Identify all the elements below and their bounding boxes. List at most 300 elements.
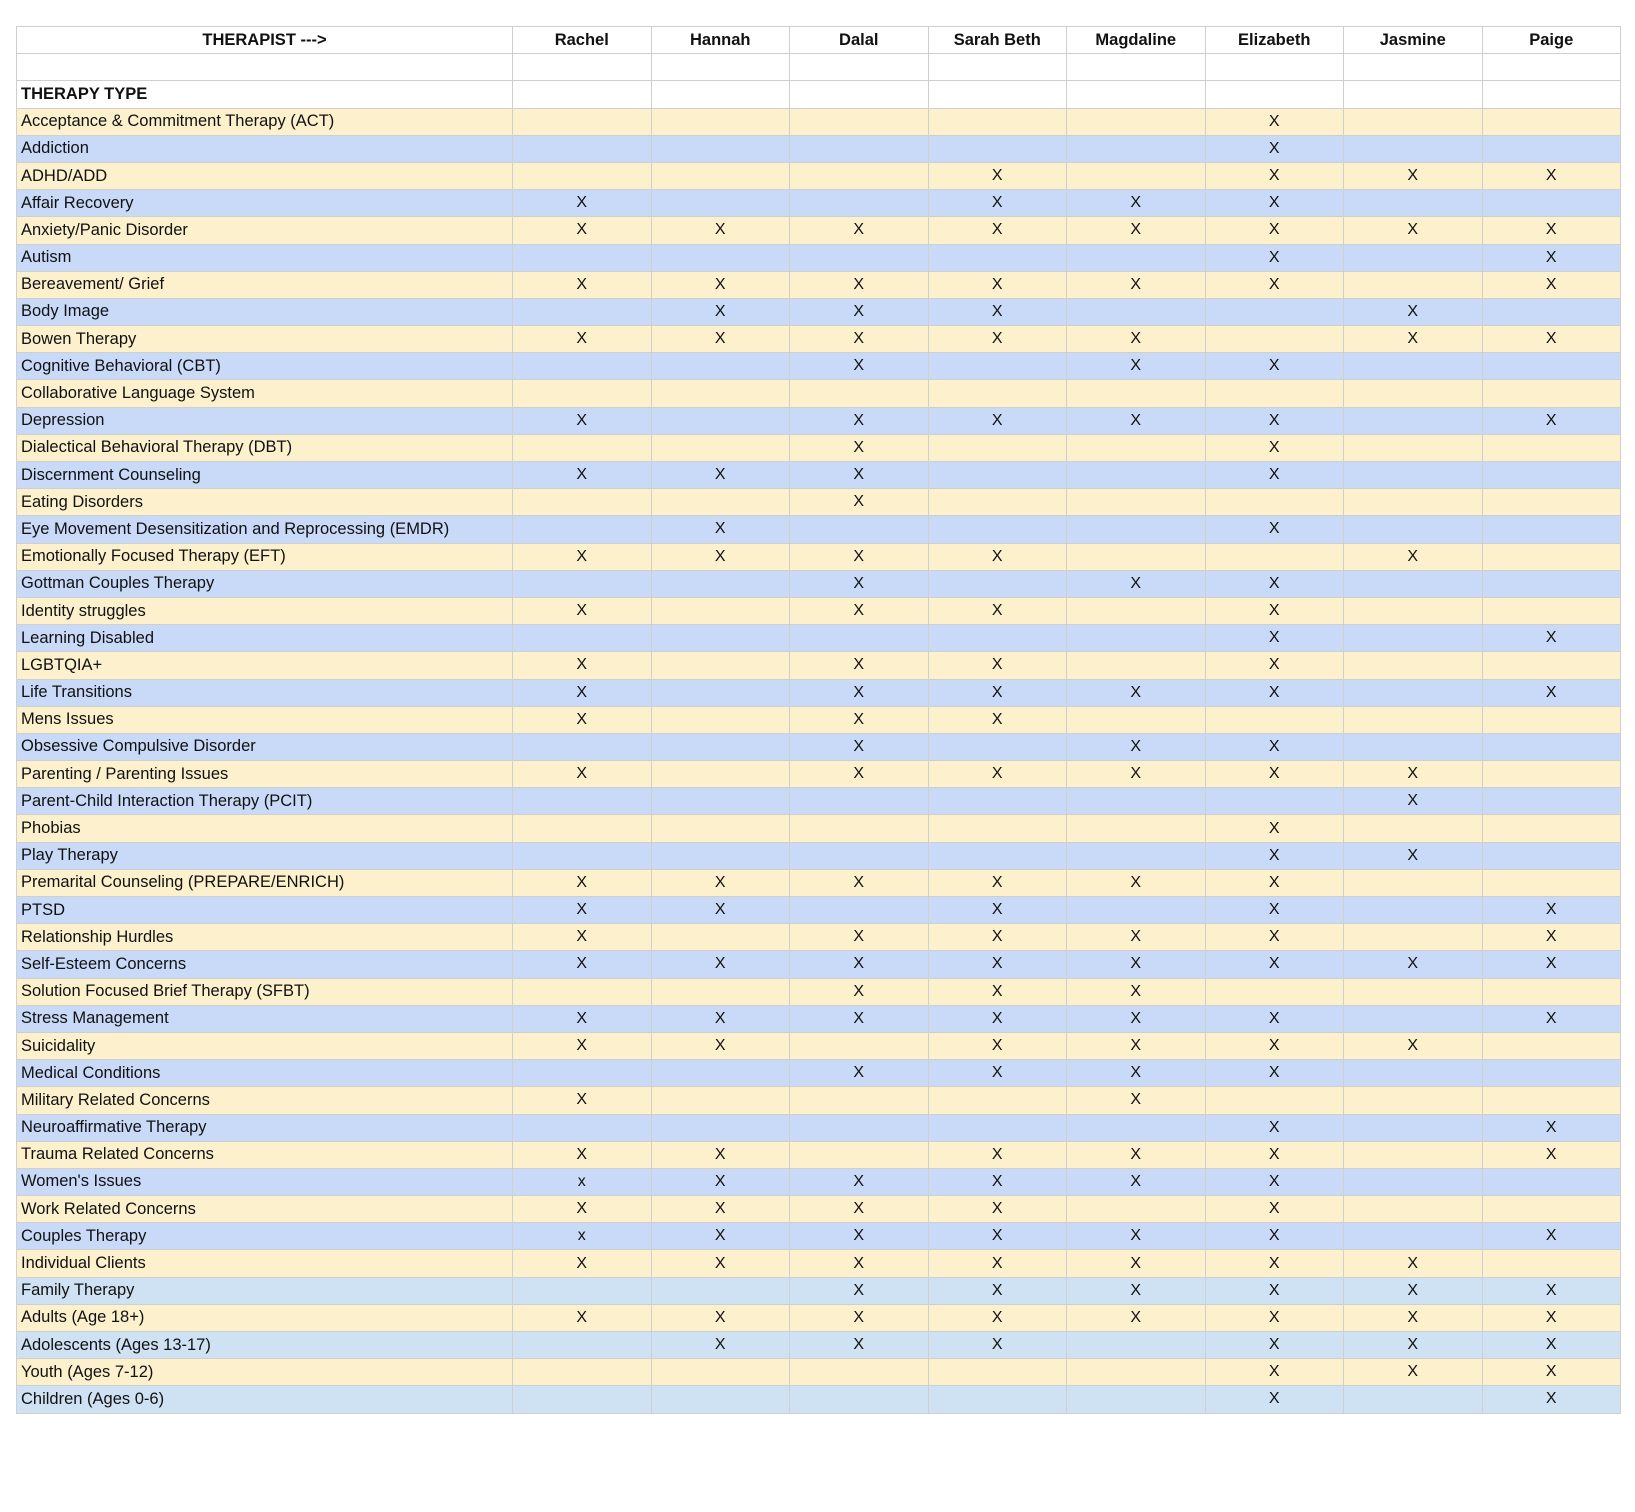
specialty-mark-cell [1205, 543, 1344, 570]
therapy-type-label: Suicidality [17, 1032, 513, 1059]
therapist-specialty-table [16, 26, 1621, 1414]
specialty-mark-cell [1482, 788, 1621, 815]
specialty-mark-cell [1482, 298, 1621, 325]
specialty-mark-cell [1482, 733, 1621, 760]
specialty-mark-cell [1067, 244, 1206, 271]
specialty-mark-cell [1067, 1332, 1206, 1359]
specialty-mark-cell: X [513, 271, 652, 298]
specialty-mark-cell: X [928, 897, 1067, 924]
specialty-mark-cell [1067, 1196, 1206, 1223]
specialty-mark-cell: X [513, 1304, 652, 1331]
empty-cell [651, 81, 790, 108]
specialty-mark-cell [1205, 489, 1344, 516]
specialty-mark-cell: X [790, 543, 929, 570]
specialty-mark-cell [651, 1386, 790, 1413]
specialty-mark-cell: X [790, 326, 929, 353]
table-row [17, 1277, 1621, 1304]
specialty-mark-cell [1344, 625, 1483, 652]
table-row [17, 924, 1621, 951]
therapy-type-label: Individual Clients [17, 1250, 513, 1277]
specialty-mark-cell [1344, 869, 1483, 896]
therapy-type-label: Emotionally Focused Therapy (EFT) [17, 543, 513, 570]
specialty-mark-cell: X [513, 597, 652, 624]
specialty-mark-cell: X [1482, 1141, 1621, 1168]
therapy-type-label: Collaborative Language System [17, 380, 513, 407]
therapy-type-label: Medical Conditions [17, 1060, 513, 1087]
specialty-mark-cell: X [928, 543, 1067, 570]
specialty-mark-cell: X [790, 1223, 929, 1250]
specialty-mark-cell [1205, 380, 1344, 407]
specialty-mark-cell: X [1482, 1332, 1621, 1359]
specialty-mark-cell: X [928, 951, 1067, 978]
table-body [17, 27, 1621, 1414]
therapy-type-label: Discernment Counseling [17, 462, 513, 489]
specialty-mark-cell [928, 842, 1067, 869]
specialty-mark-cell: X [1482, 1386, 1621, 1413]
therapy-type-label: ADHD/ADD [17, 162, 513, 189]
specialty-mark-cell [651, 190, 790, 217]
specialty-mark-cell: X [1067, 1005, 1206, 1032]
specialty-mark-cell: X [790, 570, 929, 597]
specialty-mark-cell: X [1344, 1250, 1483, 1277]
specialty-mark-cell [1344, 190, 1483, 217]
specialty-mark-cell: X [1205, 1141, 1344, 1168]
specialty-mark-cell: X [651, 897, 790, 924]
therapist-name: Sarah Beth [928, 27, 1067, 54]
therapist-name: Dalal [790, 27, 929, 54]
specialty-mark-cell [513, 244, 652, 271]
empty-cell [1482, 81, 1621, 108]
specialty-mark-cell [928, 625, 1067, 652]
specialty-mark-cell: X [1205, 162, 1344, 189]
specialty-mark-cell: X [1067, 217, 1206, 244]
specialty-mark-cell [790, 190, 929, 217]
specialty-mark-cell: X [651, 298, 790, 325]
specialty-mark-cell [651, 407, 790, 434]
specialty-mark-cell: X [1482, 1304, 1621, 1331]
table-row [17, 298, 1621, 325]
specialty-mark-cell: X [928, 978, 1067, 1005]
therapy-type-label: Autism [17, 244, 513, 271]
specialty-mark-cell: X [928, 1277, 1067, 1304]
specialty-mark-cell [1482, 869, 1621, 896]
specialty-mark-cell [1482, 1196, 1621, 1223]
specialty-mark-cell [1344, 380, 1483, 407]
specialty-mark-cell [790, 1032, 929, 1059]
specialty-mark-cell [1067, 815, 1206, 842]
therapist-name: Jasmine [1344, 27, 1483, 54]
specialty-mark-cell: X [513, 1250, 652, 1277]
specialty-mark-cell [928, 462, 1067, 489]
specialty-mark-cell: x [513, 1168, 652, 1195]
specialty-mark-cell [1482, 462, 1621, 489]
empty-cell [513, 54, 652, 81]
therapy-type-label: Parenting / Parenting Issues [17, 761, 513, 788]
specialty-mark-cell: X [1067, 1304, 1206, 1331]
specialty-mark-cell: X [513, 1032, 652, 1059]
specialty-mark-cell: X [1482, 924, 1621, 951]
table-row [17, 652, 1621, 679]
specialty-mark-cell: X [1067, 869, 1206, 896]
specialty-mark-cell: X [513, 217, 652, 244]
table-row [17, 271, 1621, 298]
specialty-mark-cell [651, 434, 790, 461]
specialty-mark-cell [928, 815, 1067, 842]
specialty-mark-cell: X [513, 1196, 652, 1223]
specialty-mark-cell [513, 489, 652, 516]
specialty-mark-cell: X [790, 1168, 929, 1195]
specialty-mark-cell [513, 353, 652, 380]
table-row [17, 978, 1621, 1005]
specialty-mark-cell [928, 1114, 1067, 1141]
specialty-mark-cell: X [928, 1304, 1067, 1331]
table-row [17, 597, 1621, 624]
specialty-mark-cell: X [1205, 1168, 1344, 1195]
therapy-type-label: Acceptance & Commitment Therapy (ACT) [17, 108, 513, 135]
specialty-mark-cell: X [790, 1277, 929, 1304]
specialty-mark-cell [790, 897, 929, 924]
specialty-mark-cell: X [651, 217, 790, 244]
specialty-mark-cell [1067, 135, 1206, 162]
specialty-mark-cell [651, 761, 790, 788]
empty-cell [790, 54, 929, 81]
specialty-mark-cell: X [513, 190, 652, 217]
specialty-mark-cell [1482, 434, 1621, 461]
therapy-type-label: Bereavement/ Grief [17, 271, 513, 298]
table-row [17, 1359, 1621, 1386]
therapy-type-label: Anxiety/Panic Disorder [17, 217, 513, 244]
specialty-mark-cell [513, 1277, 652, 1304]
specialty-mark-cell: X [513, 951, 652, 978]
specialty-mark-cell: X [1482, 679, 1621, 706]
therapy-type-label: Learning Disabled [17, 625, 513, 652]
specialty-mark-cell: X [1067, 190, 1206, 217]
specialty-mark-cell [1482, 1250, 1621, 1277]
specialty-mark-cell: X [790, 869, 929, 896]
specialty-mark-cell: X [651, 1168, 790, 1195]
specialty-mark-cell: X [651, 951, 790, 978]
specialty-mark-cell: X [928, 1196, 1067, 1223]
specialty-mark-cell: X [1205, 652, 1344, 679]
specialty-mark-cell: X [1067, 978, 1206, 1005]
specialty-mark-cell: X [928, 869, 1067, 896]
specialty-mark-cell: X [1205, 434, 1344, 461]
specialty-mark-cell: X [513, 1141, 652, 1168]
section-header-row [17, 81, 1621, 108]
section-title: THERAPY TYPE [17, 81, 513, 108]
specialty-mark-cell [513, 570, 652, 597]
specialty-mark-cell: X [790, 271, 929, 298]
specialty-mark-cell [1482, 135, 1621, 162]
specialty-mark-cell [1482, 570, 1621, 597]
specialty-mark-cell [513, 1359, 652, 1386]
therapy-type-label: Couples Therapy [17, 1223, 513, 1250]
specialty-mark-cell: X [790, 951, 929, 978]
empty-cell [1067, 54, 1206, 81]
therapy-type-label: Trauma Related Concerns [17, 1141, 513, 1168]
specialty-mark-cell [651, 135, 790, 162]
therapy-type-label: Play Therapy [17, 842, 513, 869]
specialty-mark-cell: X [1067, 761, 1206, 788]
specialty-mark-cell: X [1205, 733, 1344, 760]
table-row [17, 815, 1621, 842]
table-row [17, 842, 1621, 869]
specialty-mark-cell: X [928, 1032, 1067, 1059]
specialty-mark-cell: X [651, 543, 790, 570]
table-row [17, 1223, 1621, 1250]
specialty-mark-cell: X [651, 1141, 790, 1168]
specialty-mark-cell: X [790, 733, 929, 760]
specialty-mark-cell: X [1067, 1087, 1206, 1114]
specialty-mark-cell: X [651, 326, 790, 353]
specialty-mark-cell [651, 1359, 790, 1386]
specialty-mark-cell [790, 516, 929, 543]
specialty-mark-cell [1482, 190, 1621, 217]
specialty-mark-cell [1482, 108, 1621, 135]
specialty-mark-cell [928, 1386, 1067, 1413]
table-row [17, 1087, 1621, 1114]
specialty-mark-cell: X [651, 1223, 790, 1250]
specialty-mark-cell [1205, 706, 1344, 733]
specialty-mark-cell [1482, 978, 1621, 1005]
empty-cell [1205, 54, 1344, 81]
specialty-mark-cell: X [790, 679, 929, 706]
therapist-header-row [17, 27, 1621, 54]
table-row [17, 353, 1621, 380]
specialty-mark-cell [928, 1359, 1067, 1386]
specialty-mark-cell: X [928, 298, 1067, 325]
therapy-type-label: Identity struggles [17, 597, 513, 624]
specialty-mark-cell [513, 380, 652, 407]
specialty-mark-cell: X [1205, 244, 1344, 271]
therapy-type-label: Premarital Counseling (PREPARE/ENRICH) [17, 869, 513, 896]
specialty-mark-cell: X [1205, 1032, 1344, 1059]
specialty-mark-cell [513, 516, 652, 543]
specialty-mark-cell [1344, 1005, 1483, 1032]
specialty-mark-cell: X [1482, 1359, 1621, 1386]
specialty-mark-cell: X [1344, 951, 1483, 978]
empty-cell [1344, 54, 1483, 81]
empty-cell [928, 81, 1067, 108]
specialty-mark-cell [651, 597, 790, 624]
specialty-mark-cell: X [928, 924, 1067, 951]
specialty-mark-cell: X [1482, 244, 1621, 271]
therapy-type-label: Stress Management [17, 1005, 513, 1032]
specialty-mark-cell [1067, 788, 1206, 815]
specialty-mark-cell: X [790, 434, 929, 461]
table-row [17, 1114, 1621, 1141]
therapist-name: Paige [1482, 27, 1621, 54]
specialty-mark-cell [1067, 462, 1206, 489]
specialty-mark-cell: X [1344, 761, 1483, 788]
specialty-mark-cell: X [1205, 353, 1344, 380]
specialty-mark-cell [1344, 462, 1483, 489]
specialty-mark-cell [1067, 380, 1206, 407]
specialty-mark-cell [1344, 1386, 1483, 1413]
specialty-mark-cell: X [1482, 897, 1621, 924]
therapy-type-label: Mens Issues [17, 706, 513, 733]
specialty-mark-cell [1482, 652, 1621, 679]
specialty-mark-cell [651, 1277, 790, 1304]
table-row [17, 1196, 1621, 1223]
specialty-mark-cell [1344, 108, 1483, 135]
table-row [17, 1060, 1621, 1087]
specialty-mark-cell [513, 978, 652, 1005]
specialty-mark-cell [790, 1386, 929, 1413]
table-row [17, 1250, 1621, 1277]
specialty-mark-cell: X [928, 1168, 1067, 1195]
specialty-mark-cell: X [928, 1223, 1067, 1250]
specialty-mark-cell [790, 135, 929, 162]
specialty-mark-cell [790, 1359, 929, 1386]
specialty-mark-cell [1482, 706, 1621, 733]
specialty-mark-cell [513, 434, 652, 461]
table-row [17, 380, 1621, 407]
specialty-mark-cell: X [1205, 570, 1344, 597]
specialty-mark-cell [513, 625, 652, 652]
specialty-mark-cell: X [1344, 1277, 1483, 1304]
specialty-mark-cell [790, 162, 929, 189]
table-row [17, 625, 1621, 652]
table-row [17, 761, 1621, 788]
specialty-mark-cell [1344, 271, 1483, 298]
specialty-mark-cell [651, 733, 790, 760]
specialty-mark-cell [1344, 1114, 1483, 1141]
empty-cell [1205, 81, 1344, 108]
therapy-type-label: Self-Esteem Concerns [17, 951, 513, 978]
specialty-mark-cell [1482, 489, 1621, 516]
specialty-mark-cell [790, 1114, 929, 1141]
specialty-mark-cell [928, 244, 1067, 271]
therapy-type-label: Solution Focused Brief Therapy (SFBT) [17, 978, 513, 1005]
specialty-mark-cell: X [1205, 1359, 1344, 1386]
specialty-mark-cell [1067, 162, 1206, 189]
specialty-mark-cell: X [1067, 570, 1206, 597]
specialty-mark-cell: X [928, 407, 1067, 434]
specialty-mark-cell: X [928, 271, 1067, 298]
specialty-mark-cell: X [513, 652, 652, 679]
therapy-type-label: Family Therapy [17, 1277, 513, 1304]
specialty-mark-cell [1067, 516, 1206, 543]
specialty-mark-cell [1344, 570, 1483, 597]
specialty-mark-cell [1482, 380, 1621, 407]
specialty-mark-cell [1067, 652, 1206, 679]
specialty-mark-cell [1344, 1060, 1483, 1087]
specialty-mark-cell: X [1482, 951, 1621, 978]
specialty-mark-cell [1482, 516, 1621, 543]
therapy-type-label: Obsessive Compulsive Disorder [17, 733, 513, 760]
specialty-mark-cell [790, 625, 929, 652]
specialty-mark-cell: X [1205, 1250, 1344, 1277]
specialty-mark-cell: X [1205, 625, 1344, 652]
specialty-mark-cell: X [1344, 217, 1483, 244]
specialty-mark-cell: X [1067, 1223, 1206, 1250]
specialty-mark-cell: X [790, 353, 929, 380]
specialty-mark-cell: X [1344, 298, 1483, 325]
specialty-mark-cell [1344, 1223, 1483, 1250]
therapy-type-label: Dialectical Behavioral Therapy (DBT) [17, 434, 513, 461]
specialty-mark-cell [790, 815, 929, 842]
specialty-mark-cell [1344, 516, 1483, 543]
specialty-mark-cell [928, 353, 1067, 380]
table-row [17, 543, 1621, 570]
specialty-mark-cell: X [1067, 1141, 1206, 1168]
table-row [17, 190, 1621, 217]
therapy-type-label: Cognitive Behavioral (CBT) [17, 353, 513, 380]
specialty-mark-cell: X [1482, 625, 1621, 652]
specialty-mark-cell: X [513, 869, 652, 896]
specialty-mark-cell [651, 380, 790, 407]
specialty-mark-cell: X [1067, 271, 1206, 298]
specialty-mark-cell: X [790, 924, 929, 951]
therapy-type-label: Relationship Hurdles [17, 924, 513, 951]
specialty-mark-cell [1482, 842, 1621, 869]
empty-cell [17, 54, 513, 81]
specialty-mark-cell [513, 1332, 652, 1359]
therapist-name: Rachel [513, 27, 652, 54]
specialty-mark-cell: X [790, 706, 929, 733]
specialty-mark-cell [1344, 597, 1483, 624]
specialty-mark-cell: X [1344, 1332, 1483, 1359]
specialty-mark-cell: X [790, 298, 929, 325]
specialty-mark-cell [928, 733, 1067, 760]
table-row [17, 788, 1621, 815]
specialty-mark-cell: X [1344, 1359, 1483, 1386]
specialty-mark-cell [790, 1141, 929, 1168]
therapy-type-label: Neuroaffirmative Therapy [17, 1114, 513, 1141]
specialty-mark-cell [513, 1386, 652, 1413]
specialty-mark-cell: X [1482, 271, 1621, 298]
specialty-mark-cell: X [1205, 135, 1344, 162]
specialty-mark-cell [651, 652, 790, 679]
specialty-mark-cell [1482, 1060, 1621, 1087]
specialty-mark-cell [651, 924, 790, 951]
specialty-mark-cell [790, 1087, 929, 1114]
specialty-mark-cell [1205, 326, 1344, 353]
specialty-mark-cell: X [651, 1332, 790, 1359]
specialty-mark-cell [513, 1114, 652, 1141]
specialty-mark-cell: X [1344, 162, 1483, 189]
specialty-mark-cell: X [651, 1250, 790, 1277]
specialty-mark-cell: X [790, 761, 929, 788]
specialty-mark-cell [1205, 978, 1344, 1005]
therapy-type-label: Phobias [17, 815, 513, 842]
specialty-mark-cell: X [1205, 597, 1344, 624]
specialty-mark-cell [651, 978, 790, 1005]
table-row [17, 1304, 1621, 1331]
specialty-mark-cell [1482, 1032, 1621, 1059]
specialty-mark-cell [1482, 1087, 1621, 1114]
specialty-mark-cell [513, 1060, 652, 1087]
specialty-mark-cell: X [1067, 326, 1206, 353]
specialty-mark-cell: X [1067, 924, 1206, 951]
specialty-mark-cell [1067, 434, 1206, 461]
specialty-mark-cell: X [928, 1141, 1067, 1168]
empty-cell [1344, 81, 1483, 108]
specialty-mark-cell [651, 108, 790, 135]
therapy-type-label: Military Related Concerns [17, 1087, 513, 1114]
specialty-mark-cell: X [1205, 679, 1344, 706]
specialty-mark-cell [513, 108, 652, 135]
specialty-mark-cell: X [651, 516, 790, 543]
specialty-mark-cell: X [1067, 679, 1206, 706]
specialty-mark-cell: X [1205, 462, 1344, 489]
specialty-mark-cell [651, 1060, 790, 1087]
specialty-mark-cell [651, 244, 790, 271]
specialty-mark-cell [651, 1087, 790, 1114]
specialty-mark-cell: X [1205, 1060, 1344, 1087]
therapist-name: Magdaline [1067, 27, 1206, 54]
